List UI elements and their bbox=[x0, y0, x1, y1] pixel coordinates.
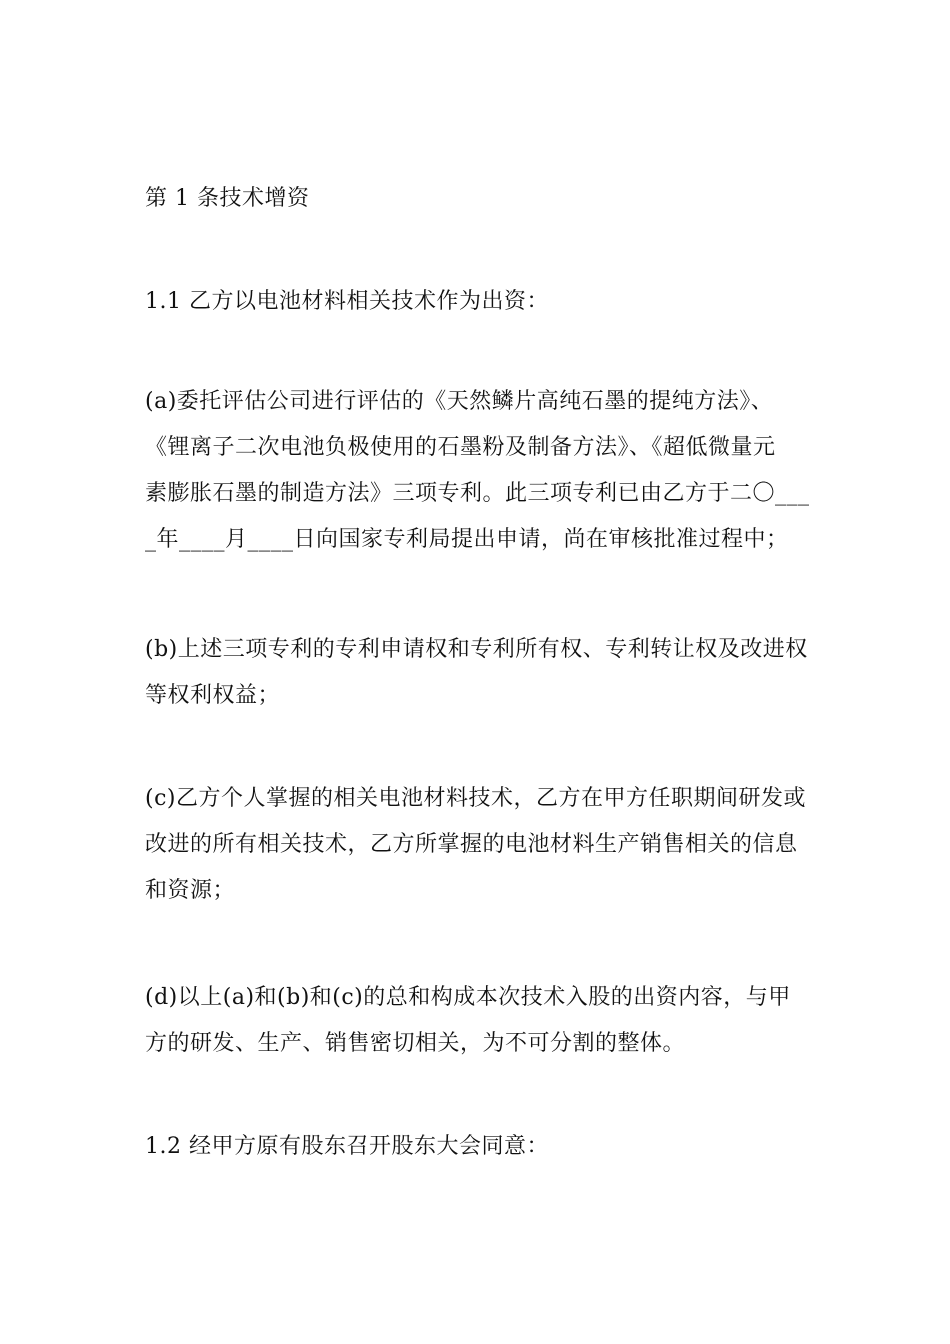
item-c bbox=[145, 776, 807, 914]
item-a bbox=[145, 379, 810, 563]
item-a-line-3: 素膨胀石墨的制造方法》三项专利。此三项专利已由乙方于二〇___ bbox=[145, 481, 810, 506]
item-c-line-1: (c)乙方个人掌握的相关电池材料技术，乙方在甲方任职期间研发或 bbox=[145, 786, 806, 811]
clause-1-1 bbox=[145, 279, 807, 325]
article-heading-text: 第 1 条技术增资 bbox=[145, 186, 310, 211]
item-a-line-4: _年____月____日向国家专利局提出申请，尚在审核批准过程中； bbox=[145, 527, 789, 552]
item-d-line-1: (d)以上(a)和(b)和(c)的总和构成本次技术入股的出资内容，与甲 bbox=[145, 985, 791, 1010]
item-a-line-2: 《锂离子二次电池负极使用的石墨粉及制备方法》、《超低微量元 bbox=[145, 435, 776, 460]
item-b-line-2: 等权利权益； bbox=[145, 683, 281, 708]
clause-1-2-text: 1.2 经甲方原有股东召开股东大会同意： bbox=[145, 1134, 549, 1159]
item-b bbox=[145, 627, 807, 719]
item-d bbox=[145, 975, 807, 1067]
item-c-line-2: 改进的所有相关技术，乙方所掌握的电池材料生产销售相关的信息 bbox=[145, 832, 798, 857]
item-c-line-3: 和资源； bbox=[145, 878, 236, 903]
item-d-line-2: 方的研发、生产、销售密切相关，为不可分割的整体。 bbox=[145, 1031, 686, 1056]
article-heading bbox=[145, 176, 807, 222]
item-a-line-1: (a)委托评估公司进行评估的《天然鳞片高纯石墨的提纯方法》、 bbox=[145, 389, 774, 414]
clause-1-1-text: 1.1 乙方以电池材料相关技术作为出资： bbox=[145, 289, 549, 314]
item-b-line-1: (b)上述三项专利的专利申请权和专利所有权、专利转让权及改进权 bbox=[145, 637, 808, 662]
clause-1-2 bbox=[145, 1124, 807, 1170]
